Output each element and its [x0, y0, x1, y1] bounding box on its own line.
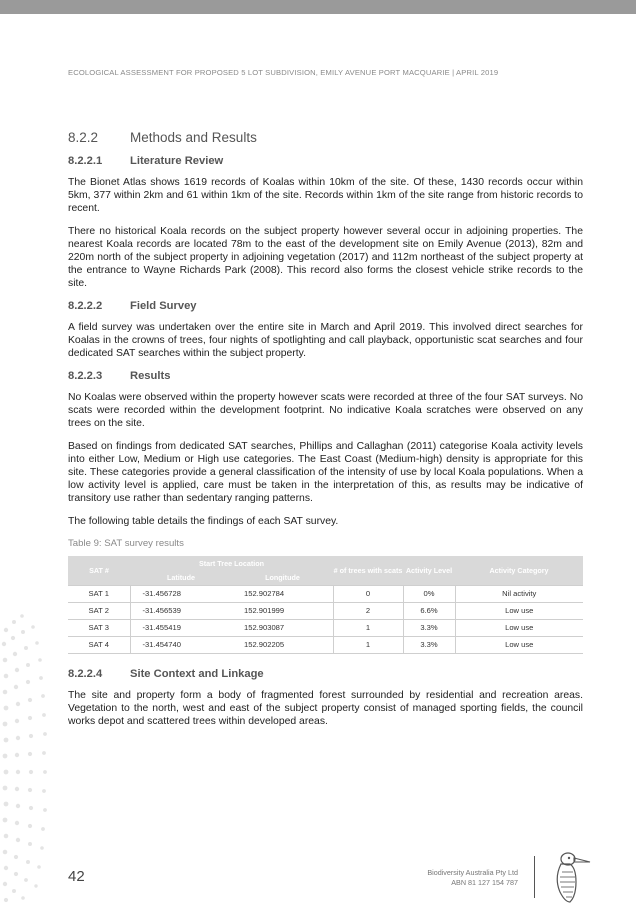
- paragraph: Based on findings from dedicated SAT searches, Phillips and Callaghan (2011) categorise Koala activity levels into either Low, Medium or High use categories. The East Coast (Medium-high) density is appropriate for this site. These categories provide a general classification of the intensity of use by local Koala populations. When a low activity level is applied, care must be taken in the interpretation of this, as results may be indicative of transitory use rather than sedentary ranging patterns.: [68, 441, 583, 504]
- cell-trees: 1: [333, 619, 403, 636]
- paragraph: The following table details the findings of each SAT survey.: [68, 516, 339, 527]
- paragraph: A field survey was undertaken over the entire site in March and April 2019. This involved direct searches for Koalas in the crowns of trees, four nights of spotlighting and call playback, opportunistic scat searches and four dedicated SAT searches within the subject property.: [68, 322, 583, 359]
- subsection-number: 8.2.2.1: [68, 155, 103, 167]
- header-longitude: Longitude: [232, 571, 333, 585]
- header-trees-with-scats: # of trees with scats: [333, 556, 403, 585]
- cell-latitude: -31.456539: [130, 602, 232, 619]
- header-activity-level: Activity Level: [403, 556, 455, 585]
- cell-sat: SAT 2: [68, 602, 130, 619]
- cell-level: 3.3%: [403, 636, 455, 653]
- kookaburra-logo-icon: [548, 850, 592, 904]
- cell-sat: SAT 1: [68, 585, 130, 602]
- cell-sat: SAT 4: [68, 636, 130, 653]
- cell-category: Low use: [455, 602, 583, 619]
- cell-category: Nil activity: [455, 585, 583, 602]
- cell-latitude: -31.455419: [130, 619, 232, 636]
- page-content: [68, 130, 583, 738]
- header-start-tree-location: Start Tree Location: [130, 556, 333, 571]
- top-banner: [0, 0, 636, 14]
- header-latitude: Latitude: [130, 571, 232, 585]
- header-sat: SAT #: [68, 556, 130, 585]
- company-name: Biodiversity Australia Pty Ltd: [427, 868, 518, 877]
- decorative-dot-pattern-icon: [0, 610, 60, 907]
- cell-sat: SAT 3: [68, 619, 130, 636]
- cell-category: Low use: [455, 619, 583, 636]
- subsection-heading-literature-review: [68, 155, 583, 167]
- section-number: 8.2.2: [68, 130, 99, 145]
- subsection-title: Literature Review: [130, 155, 224, 167]
- subsection-number: 8.2.2.2: [68, 300, 103, 312]
- running-header: ECOLOGICAL ASSESSMENT FOR PROPOSED 5 LOT SUBDIVISION, EMILY AVENUE PORT MACQUARIE | APRIL 2019: [68, 68, 499, 77]
- subsection-number: 8.2.2.3: [68, 370, 103, 382]
- header-activity-category: Activity Category: [455, 556, 583, 585]
- cell-level: 0%: [403, 585, 455, 602]
- cell-longitude: 152.902784: [232, 585, 333, 602]
- page-number: 42: [68, 868, 85, 885]
- subsection-title: Site Context and Linkage: [130, 667, 264, 680]
- cell-latitude: -31.456728: [130, 585, 232, 602]
- section-heading: [68, 130, 583, 145]
- subsection-heading-site-context: [68, 668, 583, 680]
- cell-trees: 1: [333, 636, 403, 653]
- cell-level: 3.3%: [403, 619, 455, 636]
- section-title: Methods and Results: [130, 130, 257, 145]
- cell-longitude: 152.902205: [232, 636, 333, 653]
- subsection-number: 8.2.2.4: [68, 667, 103, 680]
- cell-trees: 0: [333, 585, 403, 602]
- cell-level: 6.6%: [403, 602, 455, 619]
- company-details: [427, 868, 518, 888]
- cell-latitude: -31.454740: [130, 636, 232, 653]
- company-abn: ABN 81 127 154 787: [451, 878, 518, 887]
- table-row: [68, 585, 583, 602]
- subsection-heading-field-survey: [68, 300, 583, 312]
- subsection-title: Results: [130, 370, 171, 382]
- paragraph: The Bionet Atlas shows 1619 records of Koalas within 10km of the site. Of these, 1430 records occur within 5km, 377 within 2km and 61 within 1km of the site. Records within 1km of the site range from historic records to recent.: [68, 177, 583, 214]
- table-row: [68, 636, 583, 653]
- footer-divider: [534, 856, 535, 898]
- table-caption: Table 9: SAT survey results: [68, 538, 184, 549]
- cell-longitude: 152.901999: [232, 602, 333, 619]
- table-row: [68, 619, 583, 636]
- paragraph: There no historical Koala records on the subject property however several occur in adjoining properties. The nearest Koala records are located 78m to the east of the development site on Emily Avenue (2013), 82m and 220m north of the subject property in adjoining vegetation (2017) and 112m northeast of the subject property at the entrance to Wayne Richards Park (2008). This record also forms the closest vehicle strike records to the site.: [68, 226, 583, 289]
- table-row: [68, 602, 583, 619]
- sat-results-table: [68, 556, 583, 654]
- paragraph: The site and property form a body of fragmented forest surrounded by residential and recreation areas. Vegetation to the north, west and east of the subject property consist of managed sporting fields, the council works depot and scattered trees within developed areas.: [68, 689, 583, 727]
- subsection-title: Field Survey: [130, 300, 197, 312]
- cell-category: Low use: [455, 636, 583, 653]
- cell-trees: 2: [333, 602, 403, 619]
- cell-longitude: 152.903087: [232, 619, 333, 636]
- subsection-heading-results: [68, 370, 583, 382]
- paragraph: No Koalas were observed within the property however scats were recorded at three of the four SAT surveys. No scats were recorded within the development footprint. No indicative Koala scratches were observed on any trees on the site.: [68, 392, 583, 429]
